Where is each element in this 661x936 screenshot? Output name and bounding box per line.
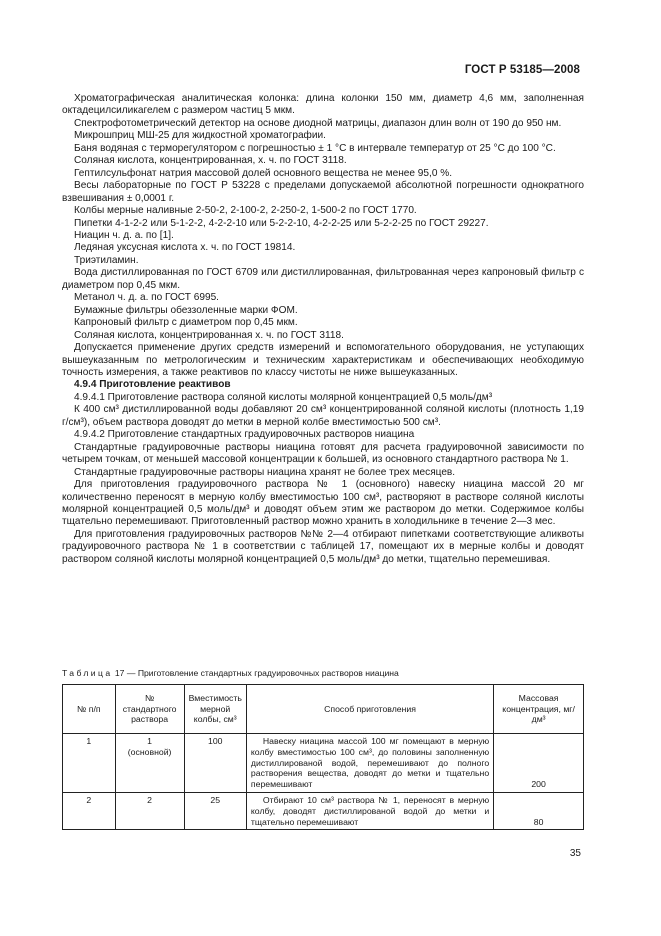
paragraph: Стандартные градуировочные растворы ниацина хранят не более трех месяцев. <box>74 466 456 478</box>
header-cell-solution: № стандартного раствора <box>115 685 184 734</box>
header-cell-volume: Вместимость мерной колбы, см³ <box>184 685 246 734</box>
paragraph: Метанол ч. д. а. по ГОСТ 6995. <box>74 292 219 304</box>
header-cell-number: № п/п <box>63 685 116 734</box>
paragraph: Бумажные фильтры обеззоленные марки ФОМ. <box>74 304 298 316</box>
cell-method <box>246 734 493 793</box>
page-number: 35 <box>569 848 581 859</box>
paragraph: Соляная кислота, концентрированная х. ч. по ГОСТ 3118. <box>74 329 344 341</box>
table-row <box>63 734 584 793</box>
paragraph: Весы лабораторные по ГОСТ Р 53228 с пределами допускаемой абсолютной погрешности однократного взвешивания ± 0,0001 г. <box>62 180 584 204</box>
subsection-heading: 4.9.4.1 Приготовление раствора соляной кислоты молярной концентрацией 0,5 моль/дм³ <box>74 391 493 403</box>
paragraph: К 400 см³ дистиллированной воды добавляют 20 см³ концентрированной соляной кислоты (плотность 1,19 г/см³), объем раствора доводят до метки в мерной колбе вместимостью 500 см³. <box>62 404 584 428</box>
header-cell-method: Способ приготовления <box>246 685 493 734</box>
cell-number: 2 <box>63 792 116 829</box>
paragraph: Ниацин ч. д. а. по [1]. <box>74 229 174 241</box>
paragraph: Соляная кислота, концентрированная, х. ч. по ГОСТ 3118. <box>74 155 347 167</box>
paragraph: Гептилсульфонат натрия массовой долей основного вещества не менее 95,0 %. <box>74 167 453 179</box>
paragraph: Хроматографическая аналитическая колонка: длина колонки 150 мм, диаметр 4,6 мм, заполненная октадецилсиликагелем с размером частиц 5 мкм. <box>62 93 584 117</box>
table-header-row <box>63 685 584 734</box>
table-caption <box>62 668 399 678</box>
body-text <box>62 93 584 566</box>
cell-solution-number: 1 <box>147 736 153 746</box>
preparation-table <box>62 684 584 830</box>
paragraph: Триэтиламин. <box>74 254 139 266</box>
paragraph: Стандартные градуировочные растворы ниацина готовят для расчета градуировочной зависимости по четырем точкам, от меньшей массовой концентрации к большей, из основного стандартного раствора № 1. <box>62 441 584 466</box>
paragraph: Вода дистиллированная по ГОСТ 6709 или дистиллированная, фильтрованная через капроновый фильтр с диаметром пор 0,45 мкм. <box>62 267 584 291</box>
section-heading: 4.9.4 Приготовление реактивов <box>74 379 231 391</box>
paragraph: Для приготовления градуировочных растворов №№ 2—4 отбирают пипетками соответствующие аликвоты градуировочного раствора № 1 в соответствии с таблицей 17, помещают их в мерные колбы и доводят раствором соляной кислоты молярной концентрацией 0,5 моль/дм³ до метки, тщательно перемешивая. <box>62 528 584 565</box>
cell-number: 1 <box>63 734 116 793</box>
table-row <box>63 792 584 829</box>
table-caption-label: Таблица <box>62 668 113 678</box>
cell-concentration: 200 <box>494 734 584 793</box>
paragraph: Баня водяная с терморегулятором с погрешностью ± 1 °С в интервале температур от 25 °С до 100 °С. <box>74 142 556 154</box>
cell-solution <box>115 792 184 829</box>
cell-method-text: Отбирают 10 см³ раствора № 1, переносят в мерную колбу, доводят дистиллированой водой до метки и тщательно перемешивают <box>250 794 490 827</box>
table-caption-text: 17 — Приготовление стандартных градуировочных растворов ниацина <box>114 668 399 678</box>
paragraph: Для приготовления градуировочного раствора № 1 (основного) навеску ниацина массой 20 мг количественно переносят в мерную колбу вместимостью 100 см³, растворяют в растворе соляной кислоты молярной концентрацией 0,5 моль/дм³ и доводят объем этим же раствором до метки. Содержимое колбы тщательно перемешивают. Приготовленный раствор можно хранить в холодильнике в течение 2—3 мес. <box>62 479 584 528</box>
subsection-heading: 4.9.4.2 Приготовление стандартных градуировочных растворов ниацина <box>74 429 415 441</box>
paragraph: Допускается применение других средств измерений и вспомогательного оборудования, не уступающих вышеуказанным по метрологическим и техническим характеристикам и обеспечивающих необходимую точность измерения, а также реактивов по классу чистоты не ниже вышеуказанных. <box>62 342 584 378</box>
cell-solution-note: (основной) <box>127 746 172 757</box>
cell-method-text: Навеску ниацина массой 100 мг помещают в мерную колбу вместимостью 100 см³, до половины заполненную дистиллированой водой, перемешивают до полного растворения вещества, доводят до метки и тщательно перемешивают <box>250 736 490 790</box>
standard-code: ГОСТ Р 53185—2008 <box>464 64 580 76</box>
cell-solution <box>115 734 184 793</box>
paragraph: Колбы мерные наливные 2-50-2, 2-100-2, 2-250-2, 1-500-2 по ГОСТ 1770. <box>74 205 417 217</box>
cell-concentration: 80 <box>494 792 584 829</box>
paragraph: Спектрофотометрический детектор на основе диодной матрицы, диапазон длин волн от 190 до 950 нм. <box>74 117 562 129</box>
paragraph: Ледяная уксусная кислота х. ч. по ГОСТ 19814. <box>74 242 296 254</box>
paragraph: Пипетки 4-1-2-2 или 5-1-2-2, 4-2-2-10 или 5-2-2-10, 4-2-2-25 или 5-2-2-25 по ГОСТ 29227. <box>74 217 489 229</box>
cell-volume: 25 <box>184 792 246 829</box>
cell-volume: 100 <box>184 734 246 793</box>
paragraph: Микрошприц МШ-25 для жидкостной хроматографии. <box>74 130 326 142</box>
cell-solution-number: 2 <box>147 794 153 805</box>
cell-method <box>246 792 493 829</box>
paragraph: Капроновый фильтр с диаметром пор 0,45 мкм. <box>74 317 298 329</box>
header-cell-concentration: Массовая концентрация, мг/дм³ <box>494 685 584 734</box>
